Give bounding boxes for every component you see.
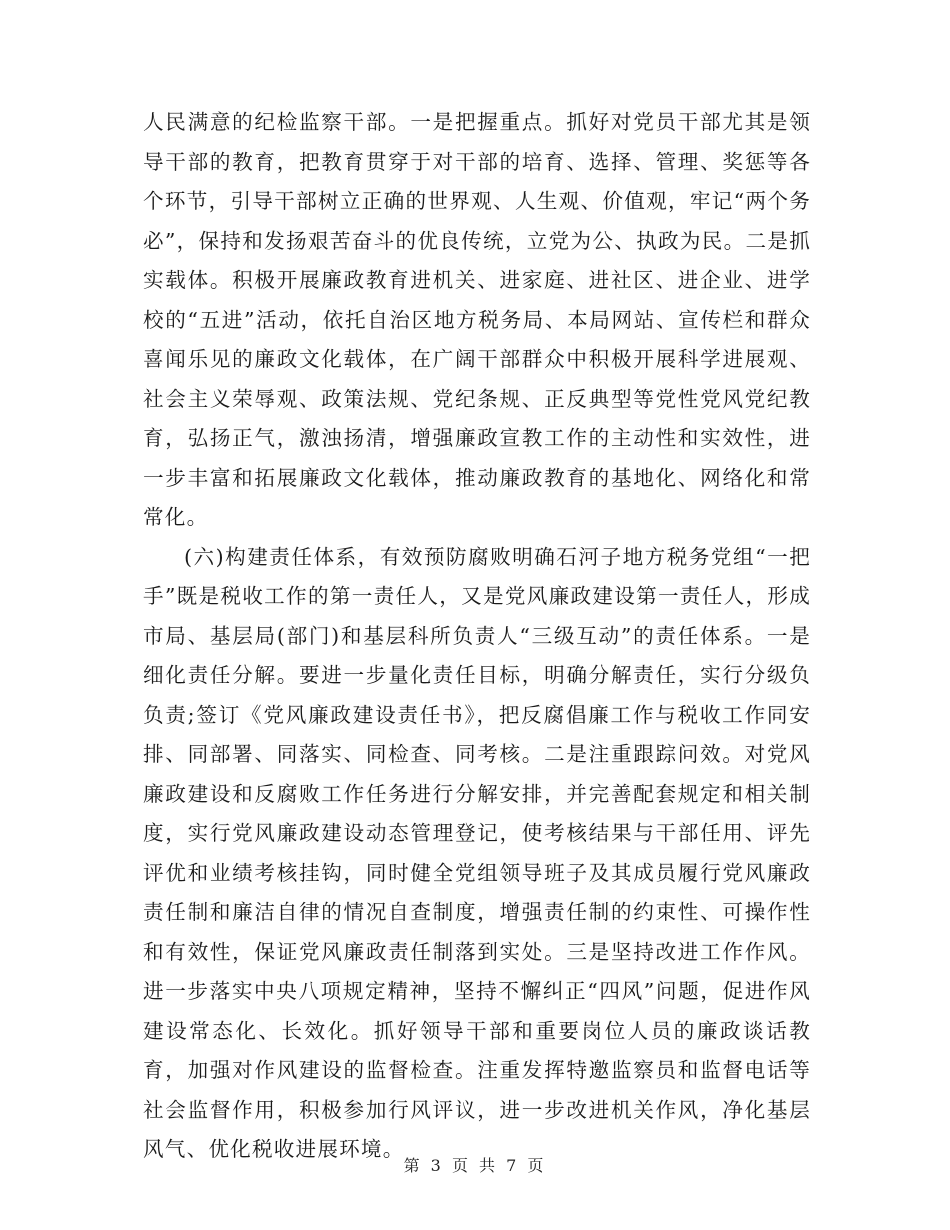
page-number-footer: 第 3 页 共 7 页 <box>403 1156 547 1175</box>
paragraph-continuation: 人民满意的纪检监察干部。一是把握重点。抓好对党员干部尤其是领导干部的教育，把教育贯穿于对干部的培育、选择、管理、奖惩等各个环节，引导干部树立正确的世界观、人生观、价值观，牢记“两个务必”，保持和发扬艰苦奋斗的优良传统，立党为公、执政为民。二是抓实载体。积极开展廉政教育进机关、进家庭、进社区、进企业、进学校的“五进”活动，依托自治区地方税务局、本局网站、宣传栏和群众喜闻乐见的廉政文化载体，在广阔干部群众中积极开展科学进展观、社会主义荣辱观、政策法规、党纪条规、正反典型等党性党风党纪教育，弘扬正气，激浊扬清，增强廉政宣教工作的主动性和实效性，进一步丰富和拓展廉政文化载体，推动廉政教育的基地化、网络化和常常化。 <box>143 110 811 529</box>
paragraph-section-six: (六)构建责任体系，有效预防腐败明确石河子地方税务党组“一把手”既是税收工作的第一责任人，又是党风廉政建设第一责任人，形成市局、基层局(部门)和基层科所负责人“三级互动”的责任体系。一是细化责任分解。要进一步量化责任目标，明确分解责任，实行分级负负责;签订《党风廉政建设责任书》，把反腐倡廉工作与税收工作同安排、同部署、同落实、同检查、同考核。二是注重跟踪问效。对党风廉政建设和反腐败工作任务进行分解安排，并完善配套规定和相关制度，实行党风廉政建设动态管理登记，使考核结果与干部任用、评先评优和业绩考核挂钩，同时健全党组领导班子及其成员履行党风廉政责任制和廉洁自律的情况自查制度，增强责任制的约束性、可操作性和有效性，保证党风廉政责任制落到实处。三是坚持改进工作作风。进一步落实中央八项规定精神，坚持不懈纠正“四风”问题，促进作风建设常态化、长效化。抓好领导干部和重要岗位人员的廉政谈话教育，加强对作风建设的监督检查。注重发挥特邀监察员和监督电话等社会监督作用，积极参加行风评议，进一步改进机关作风，净化基层风气、优化税收进展环境。 <box>143 544 811 1161</box>
document-body <box>143 103 811 1170</box>
